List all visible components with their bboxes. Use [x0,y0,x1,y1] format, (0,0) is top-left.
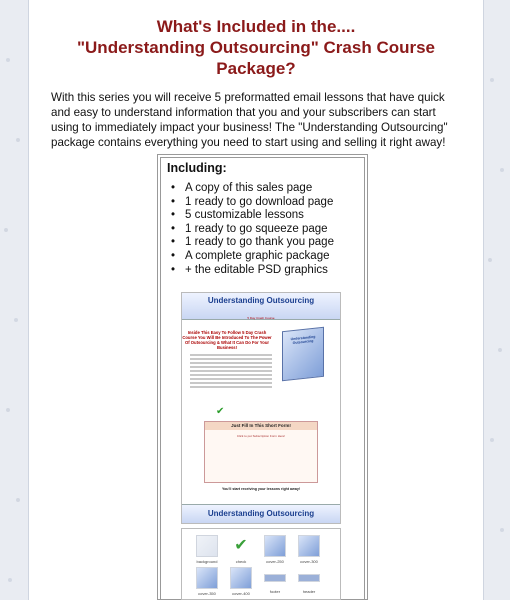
list-item: • 1 ready to go download page [171,195,334,208]
heading-line-1: What's Included in the.... [156,17,356,36]
preview-form-box [204,421,318,483]
heading-line-2: "Understanding Outsourcing" Crash Course [76,38,436,57]
ebook-cover-image: Understanding Outsourcing [282,327,324,381]
content-page [28,0,484,600]
preview-form-note: Click to put Subscription Form Here! [236,434,286,438]
list-item: • A complete graphic package [171,249,330,262]
list-item: • 5 customizable lessons [171,209,304,222]
thumbnail-cover-300: cover-300 [296,535,322,564]
heading-line-3: Package? [216,59,296,78]
thumbnail-check: ✔ check [228,535,254,564]
check-icon: ✔ [216,406,225,417]
preview-body-text [190,354,272,388]
intro-paragraph: With this series you will receive 5 preformatted email lessons that have quick and easy to understand information that you and your subscribers can start using to immediately impact your business! The "Understanding Outsourcing" package contains everything you need to start using and selling it right away! [51,91,448,149]
thumbnail-footer: footer [262,567,288,594]
preview-form-title: Just Fill In This Short Form! [205,422,317,430]
package-contents-frame [160,157,365,599]
preview-headline: Inside This Easy To Follow 5 Day Crash Course You Will Be Introduced To The Power Of Outsourcing & What It Can Do For Your Business! [182,330,272,350]
preview-subtitle: 5 Day Crash Course [247,316,275,320]
list-item: • A copy of this sales page [171,182,313,194]
preview-footer-banner: Understanding Outsourcing [182,504,340,523]
included-items-list [171,182,334,277]
list-item: • 1 ready to go thank you page [171,236,334,249]
sales-page-preview-image [181,292,341,524]
left-background-pattern [0,0,28,600]
preview-banner: Understanding Outsourcing [182,293,340,320]
thumbnail-background: background [194,535,220,564]
graphics-package-preview [181,528,341,600]
thumbnail-cover-350: cover-350 [194,567,220,596]
thumbnail-cover-250: cover-250 [262,535,288,564]
page-heading [29,16,483,79]
thumbnail-cover-400: cover-400 [228,567,254,596]
thumbnail-header: header [296,567,322,594]
preview-foot-text: You'll start receiving your lessons right away! [221,487,301,491]
right-background-pattern [482,0,510,600]
including-label: Including: [167,161,227,175]
package-contents-box [157,154,368,600]
list-item: • 1 ready to go squeeze page [171,222,328,235]
list-item: • + the editable PSD graphics [171,263,328,276]
